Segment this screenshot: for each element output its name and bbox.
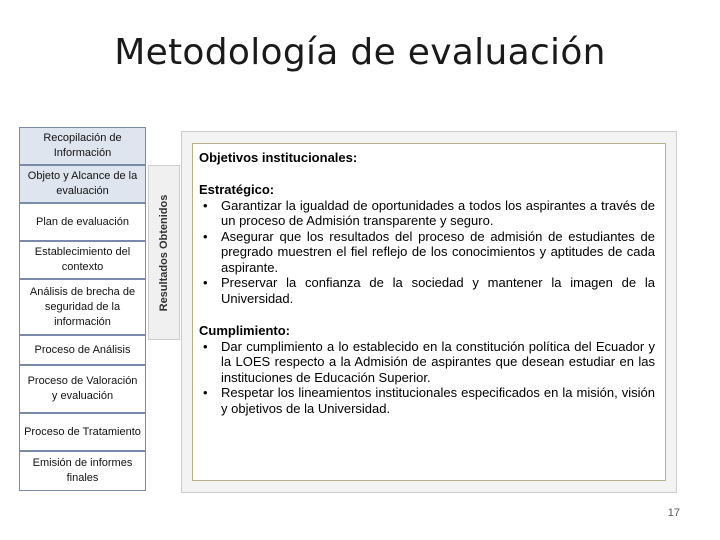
objectives-content [192,143,666,481]
step-contexto: Establecimiento del contexto [19,241,146,279]
results-vertical-bar [148,165,180,340]
slide-title: Metodología de evaluación [114,32,606,73]
compliance-item: • Respetar los lineamientos institucionales especificados en la misión, visión y objetivos de la Universidad. [199,385,655,416]
step-analisis-brecha: Análisis de brecha de seguridad de la información [19,279,146,335]
step-valoracion: Proceso de Valoración y evaluación [19,365,146,413]
strategic-item: • Preservar la confianza de la sociedad y mantener la imagen de la Universidad. [199,275,655,306]
strategic-item: • Asegurar que los resultados del proceso de admisión de estudiantes de pregrado muestren el fiel reflejo de los conocimientos y aptitudes de cada aspirante. [199,229,655,276]
strategic-heading: Estratégico: [199,182,275,197]
compliance-item: • Dar cumplimiento a lo establecido en la constitución política del Ecuador y la LOES respecto a la Admisión de aspirantes que desean estudiar en las instituciones de Educación Superior. [199,339,655,386]
objectives-heading: Objetivos institucionales: [199,150,358,165]
step-informes: Emisión de informes finales [19,451,146,491]
results-vertical-label: Resultados Obtenidos [158,194,170,311]
strategic-item: • Garantizar la igualdad de oportunidades a todos los aspirantes a través de un proceso de Admisión transparente y seguro. [199,198,655,229]
page-number: 17 [667,507,680,519]
compliance-heading: Cumplimiento: [199,323,290,338]
step-objeto-alcance: Objeto y Alcance de la evaluación [19,165,146,203]
strategic-section [199,182,655,306]
compliance-section [199,323,655,416]
step-proceso-analisis: Proceso de Análisis [19,335,146,365]
step-tratamiento: Proceso de Tratamiento [19,413,146,451]
process-steps [19,127,146,491]
step-plan: Plan de evaluación [19,203,146,241]
step-recopilacion: Recopilación de Información [19,127,146,165]
